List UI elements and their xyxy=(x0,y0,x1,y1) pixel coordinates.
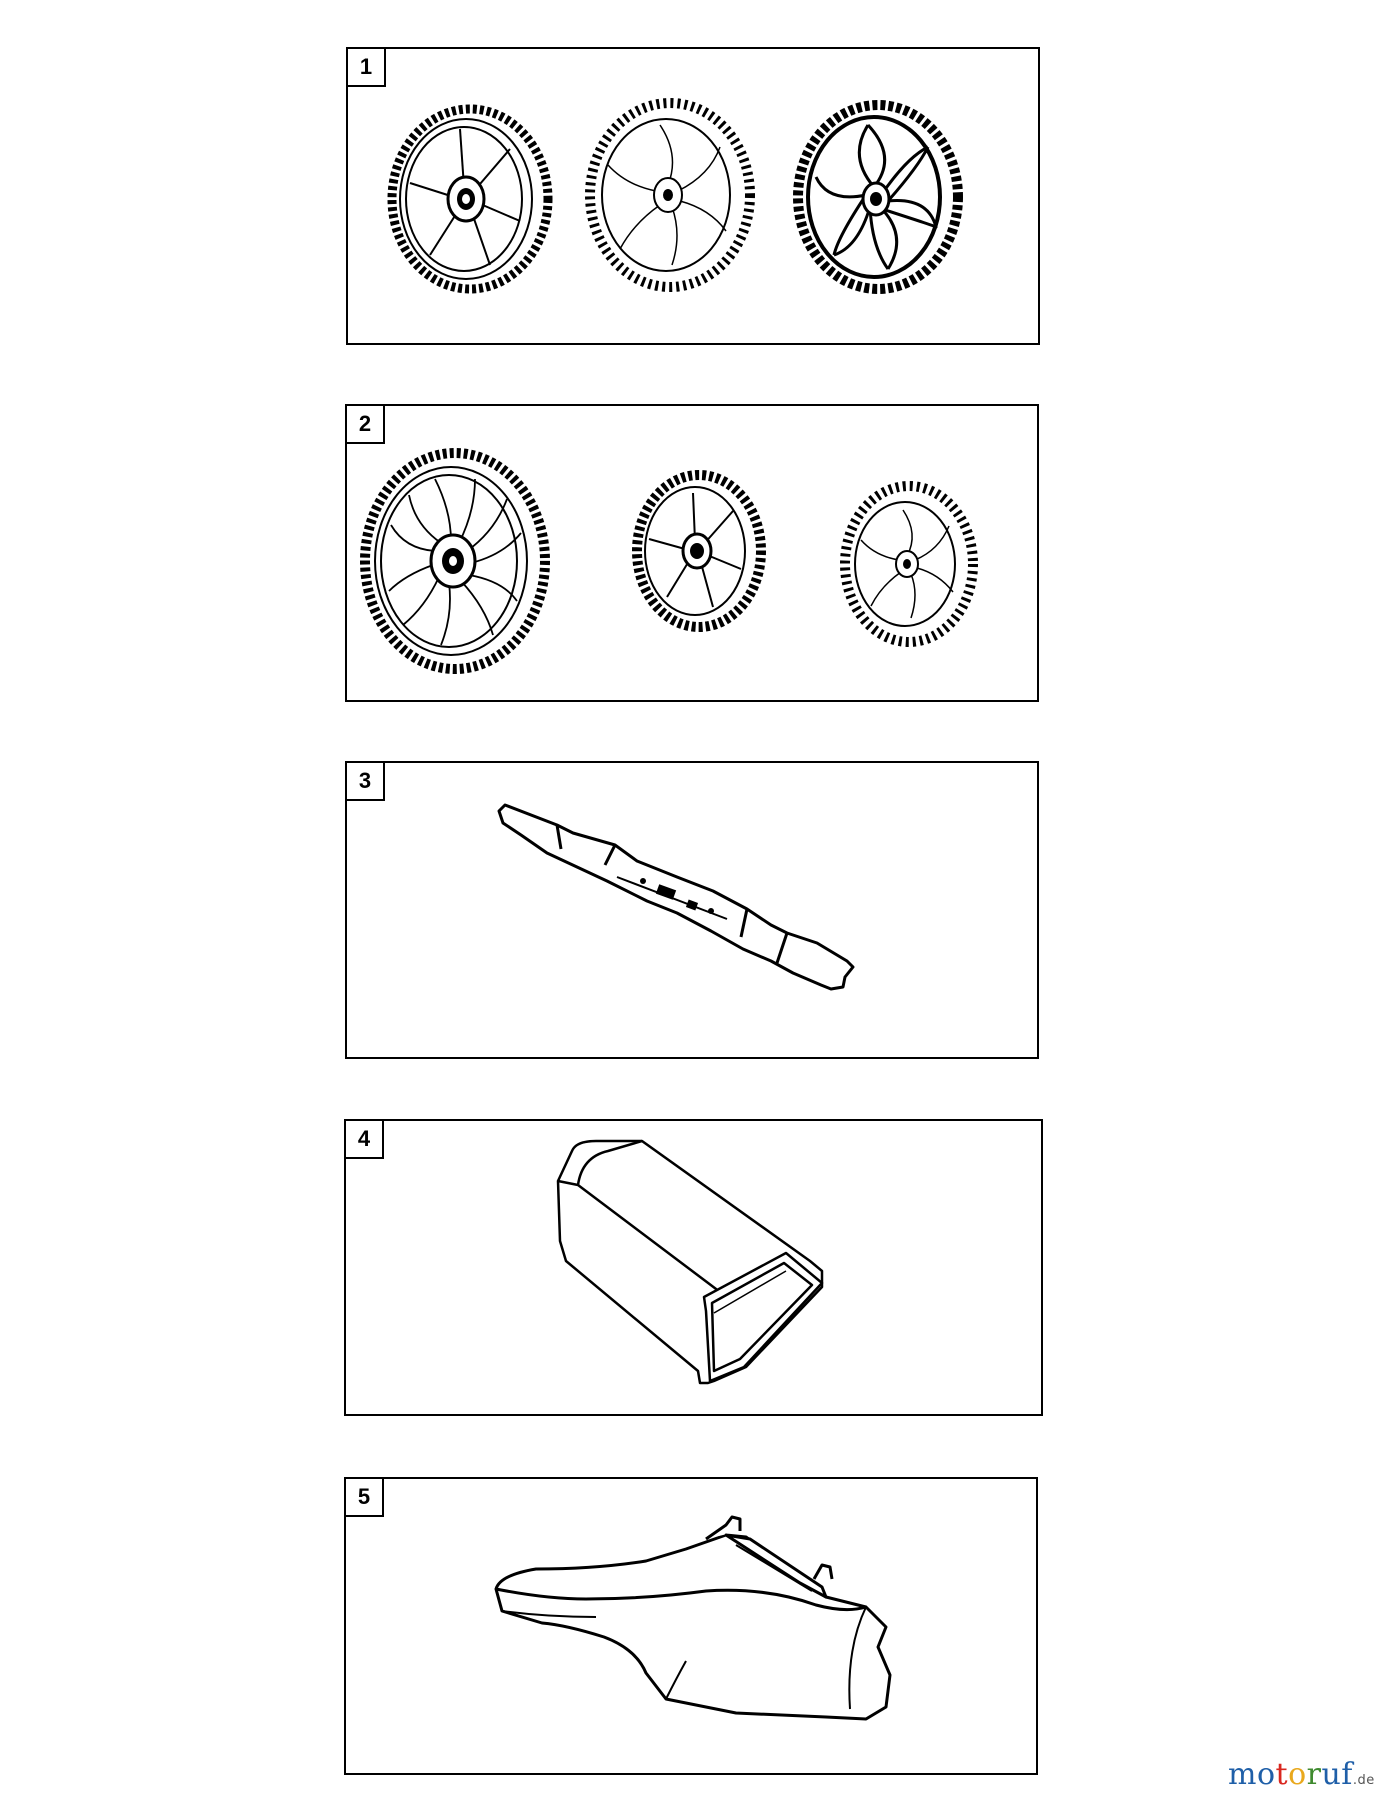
wheel-set-illustration xyxy=(347,406,1037,700)
parts-panel-4 xyxy=(344,1119,1043,1416)
grass-catcher-illustration xyxy=(346,1121,1041,1414)
blade-illustration xyxy=(347,763,1037,1057)
grass-catcher-bag-icon xyxy=(558,1141,822,1383)
wheel-icon xyxy=(845,486,973,642)
wheel-icon xyxy=(590,103,750,287)
parts-panel-2 xyxy=(345,404,1039,702)
parts-panel-1 xyxy=(346,47,1040,345)
panel-number: 4 xyxy=(346,1121,384,1159)
motoruf-logo-watermark: motoruf.de xyxy=(1228,1757,1375,1792)
panel-number: 5 xyxy=(346,1479,384,1517)
parts-panel-5 xyxy=(344,1477,1038,1775)
wheel-icon xyxy=(392,109,548,289)
wheel-icon xyxy=(637,475,761,627)
mower-blade-icon xyxy=(499,805,853,989)
panel-number: 3 xyxy=(347,763,385,801)
mulch-deflector-icon xyxy=(496,1517,890,1719)
wheel-icon xyxy=(798,105,958,289)
wheel-icon xyxy=(365,453,545,669)
panel-number: 2 xyxy=(347,406,385,444)
panel-number: 1 xyxy=(348,49,386,87)
parts-panel-3 xyxy=(345,761,1039,1059)
deflector-illustration xyxy=(346,1479,1036,1773)
wheel-set-illustration xyxy=(348,49,1038,343)
